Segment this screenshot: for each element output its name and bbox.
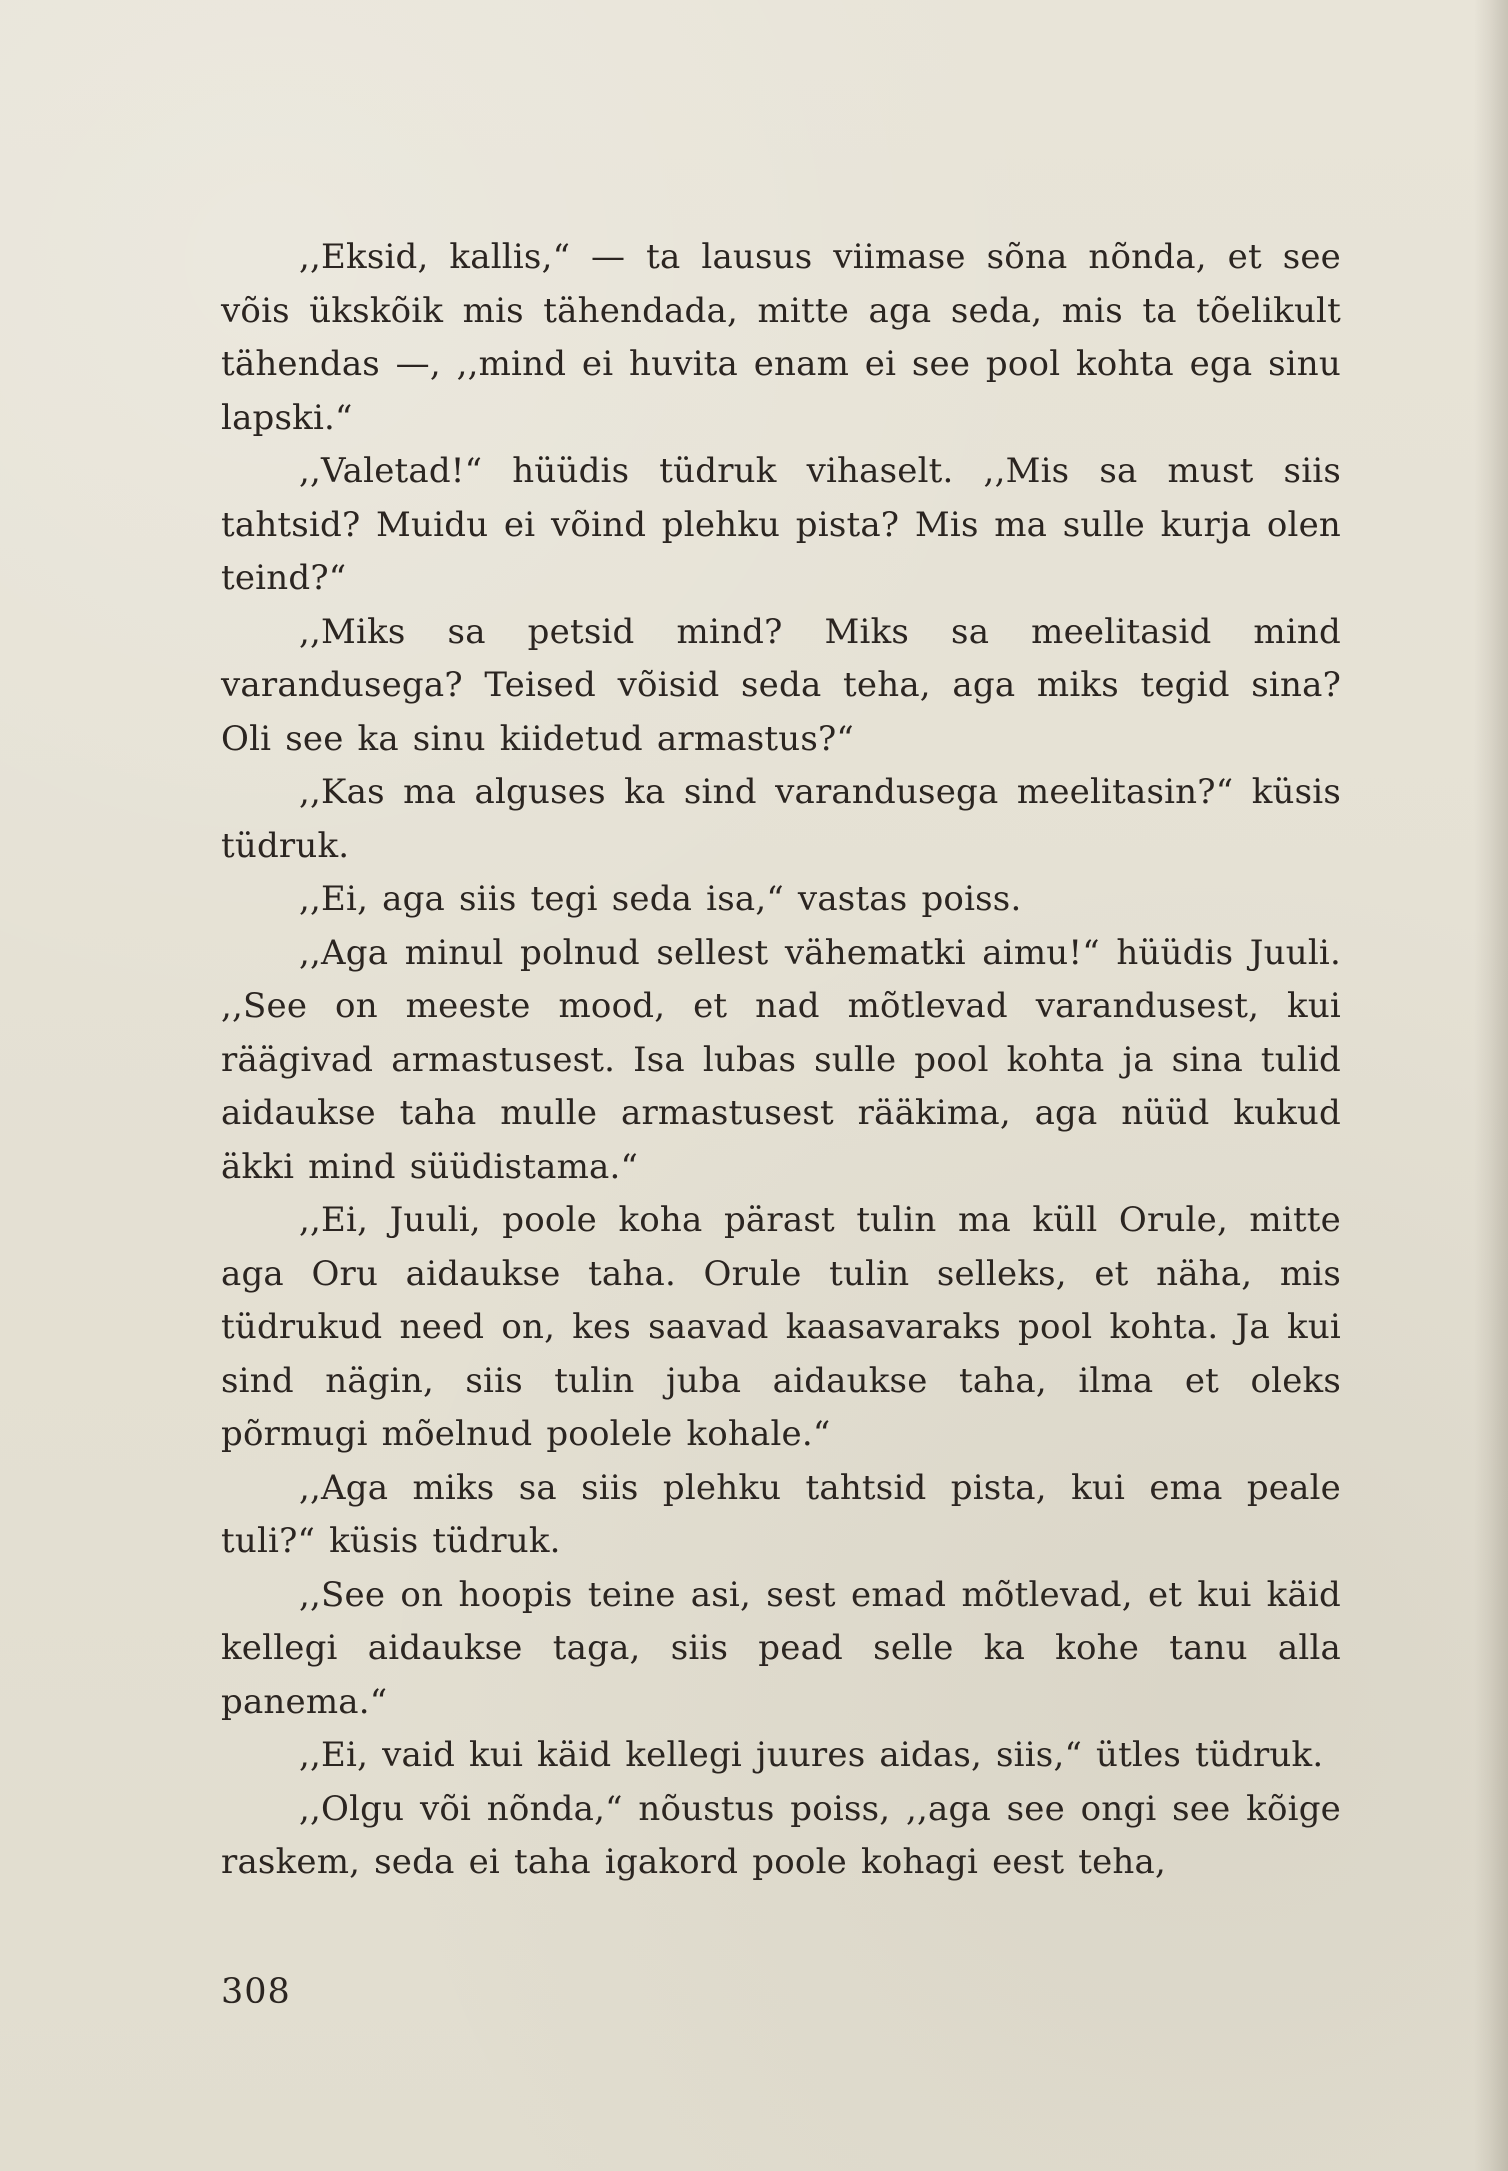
paragraph: ,,See on hoopis teine asi, sest emad mõtlevad, et kui käid kellegi aidaukse taga, siis pead selle ka kohe tanu alla panema.“ xyxy=(221,1574,1341,1722)
page-edge-shadow xyxy=(1474,0,1508,2171)
paragraph: ,,Ei, vaid kui käid kellegi juures aidas, siis,“ ütles tüdruk. xyxy=(299,1735,1324,1775)
page-number: 308 xyxy=(221,1972,291,2012)
paragraph: ,,Olgu või nõnda,“ nõustus poiss, ,,aga see ongi see kõige raskem, seda ei taha igakord poole kohagi eest teha, xyxy=(221,1788,1341,1882)
paragraph: ,,Eksid, kallis,“ — ta lausus viimase sõna nõnda, et see võis ükskõik mis tähendada, mitte aga seda, mis ta tõelikult tähendas —, ,,mind ei huvita enam ei see pool kohta ega sinu lapski.“ xyxy=(221,237,1341,438)
paragraph: ,,Ei, Juuli, poole koha pärast tulin ma küll Orule, mitte aga Oru aidaukse taha. Orule tulin selleks, et näha, mis tüdrukud need on, kes saavad kaasavaraks pool kohta. Ja kui sind nägin, siis tulin juba aidaukse taha, ilma et oleks põrmugi mõelnud poolele kohale.“ xyxy=(221,1200,1341,1454)
paragraph: ,,Aga minul polnud sellest vähematki aimu!“ hüüdis Juuli. ,,See on meeste mood, et nad mõtlevad varandusest, kui räägivad armastusest. Isa lubas sulle pool kohta ja sina tulid aidaukse taha mulle armastusest rääkima, aga nüüd kukud äkki mind süüdistama.“ xyxy=(221,932,1341,1187)
paragraph: ,,Valetad!“ hüüdis tüdruk vihaselt. ,,Mis sa must siis tahtsid? Muidu ei võind plehku pista? Mis ma sulle kurja olen teind?“ xyxy=(221,451,1341,598)
page-text xyxy=(221,231,1341,1890)
paragraph: ,,Miks sa petsid mind? Miks sa meelitasid mind varandusega? Teised võisid seda teha, aga miks tegid sina? Oli see ka sinu kiidetud armastus?“ xyxy=(221,611,1341,759)
paragraph: ,,Aga miks sa siis plehku tahtsid pista, kui ema peale tuli?“ küsis tüdruk. xyxy=(221,1467,1341,1561)
paragraph: ,,Kas ma alguses ka sind varandusega meelitasin?“ küsis tüdruk. xyxy=(221,772,1341,866)
paragraph: ,,Ei, aga siis tegi seda isa,“ vastas poiss. xyxy=(299,879,1022,919)
